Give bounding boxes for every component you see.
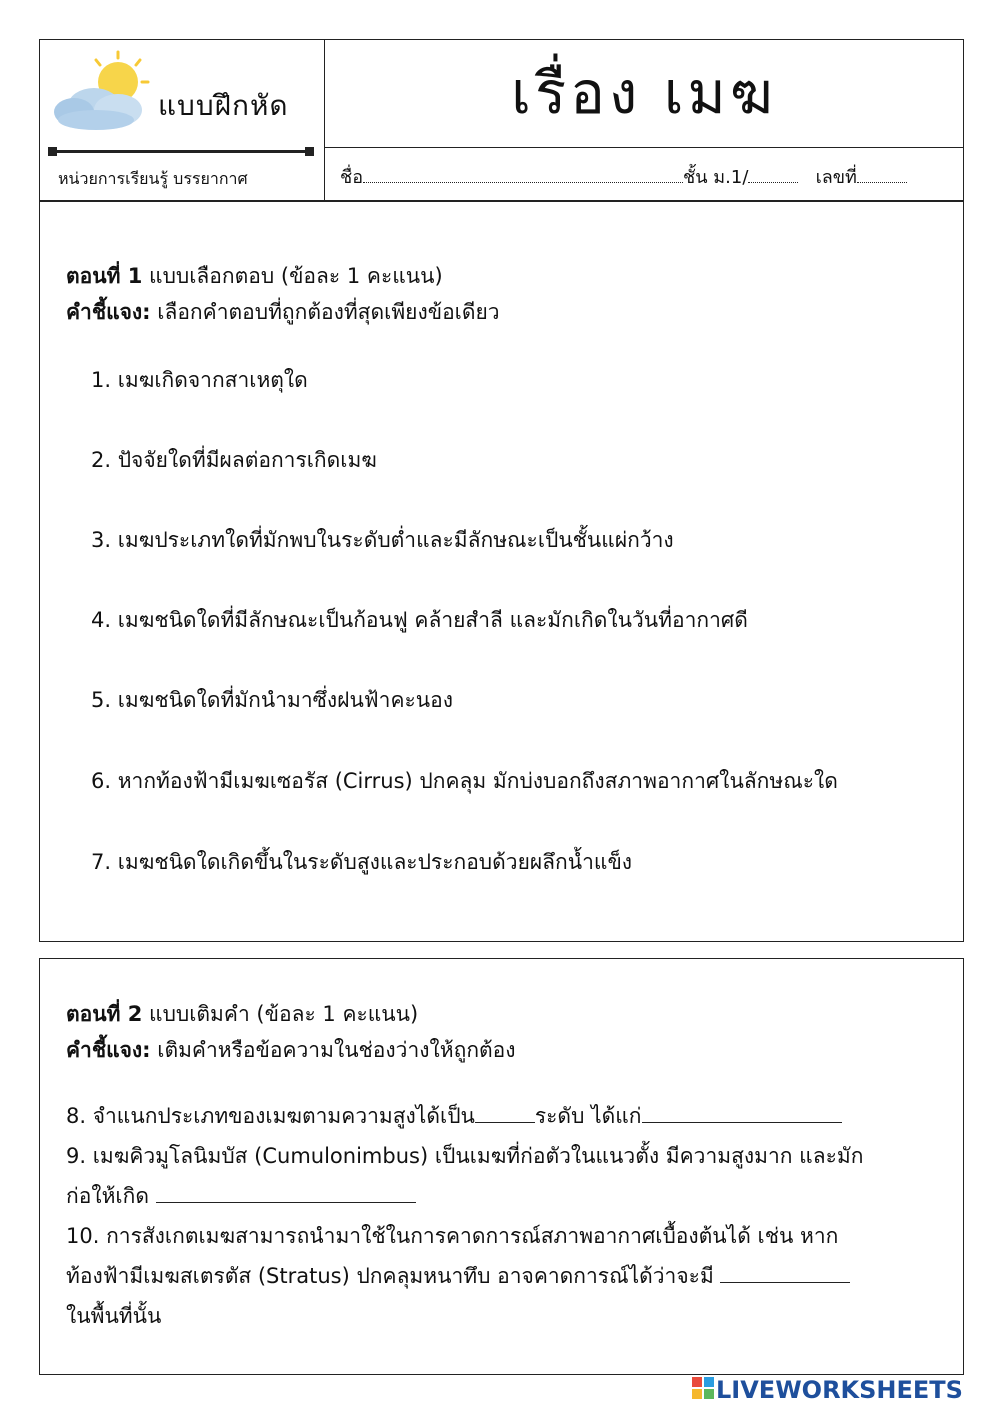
question-7: 7. เมฆชนิดใดเกิดขึ้นในระดับสูงและประกอบด้วยผลึกน้ำแข็ง [91,850,633,874]
part2-instr-bold: คำชี้แจง: [66,1038,151,1062]
brand-name: LIVEWORKSHEETS [716,1376,963,1404]
q9-blank[interactable] [156,1184,416,1203]
student-info-fields [340,162,960,192]
q9-text-b: ก่อให้เกิด [66,1184,149,1208]
q8-blank-1[interactable] [475,1104,535,1123]
question-10 [66,1216,946,1336]
page-title: เรื่อง เมฆ [324,40,964,148]
q8-text-a: 8. จำแนกประเภทของเมฆตามความสูงได้เป็น [66,1104,475,1128]
number-label: เลขที่ [815,167,857,188]
liveworksheets-logo [692,1376,963,1406]
q10-blank[interactable] [720,1264,850,1283]
q10-text-a: 10. การสังเกตเมฆสามารถนำมาใช้ในการคาดการณ์สภาพอากาศเบื้องต้นได้ เช่น หาก [66,1224,839,1248]
question-9 [66,1136,946,1216]
number-field[interactable] [857,166,907,183]
part2-instr-rest: เติมคำหรือข้อความในช่องว่างให้ถูกต้อง [150,1038,516,1062]
part2-instructions [66,1032,516,1068]
part2-heading-rest: แบบเติมคำ (ข้อละ 1 คะแนน) [142,1002,419,1026]
worksheet-type: แบบฝึกหัด [158,89,289,122]
question-6: 6. หากท้องฟ้ามีเมฆเซอรัส (Cirrus) ปกคลุม มักบ่งบอกถึงสภาพอากาศในลักษณะใด [91,769,838,793]
q8-text-b: ระดับ ได้แก่ [534,1104,642,1128]
part1-instr-bold: คำชี้แจง: [66,300,151,324]
class-label: ชั้น ม.1/ [683,167,749,188]
name-field[interactable] [363,166,683,183]
question-4: 4. เมฆชนิดใดที่มีลักษณะเป็นก้อนฟู คล้ายสำลี และมักเกิดในวันที่อากาศดี [91,608,748,632]
header-divider [50,150,312,153]
q8-blank-2[interactable] [642,1104,842,1123]
question-3: 3. เมฆประเภทใดที่มักพบในระดับต่ำและมีลักษณะเป็นชั้นแผ่กว้าง [91,528,674,552]
question-2: 2. ปัจจัยใดที่มีผลต่อการเกิดเมฆ [91,448,377,472]
question-1: 1. เมฆเกิดจากสาเหตุใด [91,368,308,392]
part1-heading [66,258,443,294]
liveworksheets-icon [692,1377,714,1405]
part1-instr-rest: เลือกคำตอบที่ถูกต้องที่สุดเพียงข้อเดียว [150,300,500,324]
question-8 [66,1096,946,1136]
part1-heading-rest: แบบเลือกตอบ (ข้อละ 1 คะแนน) [142,264,443,288]
part2-section [39,958,964,1375]
class-field[interactable] [748,166,798,183]
part1-section [39,201,964,942]
worksheet-header [39,39,964,201]
q10-text-b: ท้องฟ้ามีเมฆสเตรตัส (Stratus) ปกคลุมหนาทึบ อาจคาดการณ์ได้ว่าจะมี [66,1264,714,1288]
cloud-sun-icon [46,48,156,138]
part1-heading-bold: ตอนที่ 1 [66,264,143,288]
header-left-panel [40,40,325,200]
unit-label: หน่วยการเรียนรู้ บรรยากาศ [58,169,248,188]
part2-heading-bold: ตอนที่ 2 [66,1002,143,1026]
q9-text-a: 9. เมฆคิวมูโลนิมบัส (Cumulonimbus) เป็นเมฆที่ก่อตัวในแนวตั้ง มีความสูงมาก และมัก [66,1144,864,1168]
part1-instructions [66,294,500,330]
part2-heading [66,996,418,1032]
question-5: 5. เมฆชนิดใดที่มักนำมาซึ่งฝนฟ้าคะนอง [91,688,454,712]
name-label: ชื่อ [340,167,364,188]
q10-text-c: ในพื้นที่นั้น [66,1304,162,1328]
